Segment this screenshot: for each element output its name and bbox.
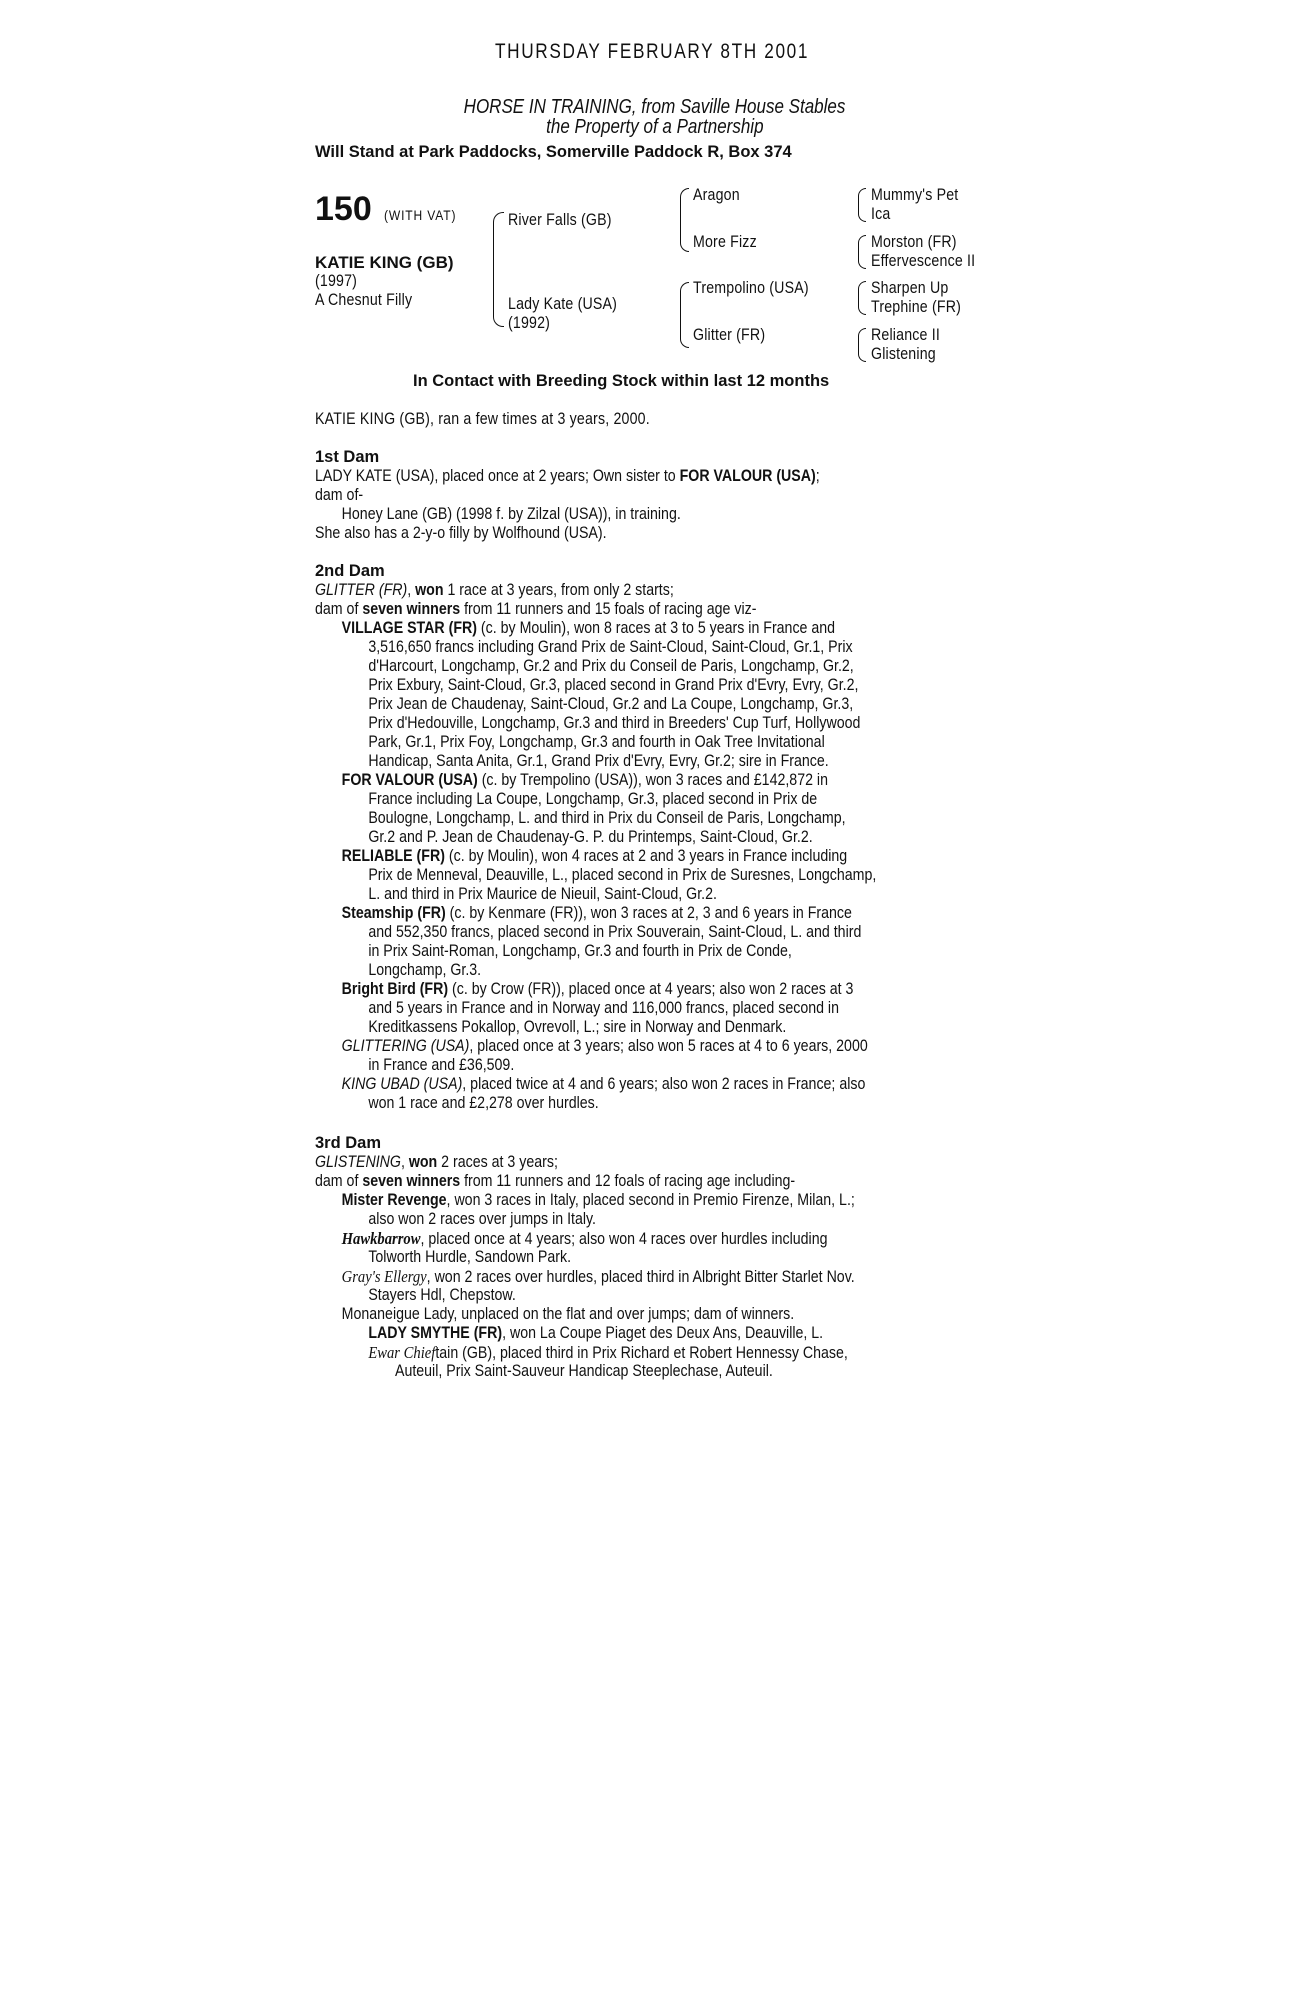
first-dam-line-1: [315, 467, 900, 486]
progeny-text: and 552,350 francs, placed second in Prix Souverain, Saint-Cloud, L. and third: [368, 923, 862, 941]
progeny-name: Hawkbarrow: [341, 1229, 421, 1248]
contact-note: In Contact with Breeding Stock within last 12 months: [413, 372, 830, 390]
third-dam-line-1: GLISTENING, won 2 races at 3 years;: [315, 1153, 558, 1171]
header-line-1-text: HORSE IN TRAINING, from Saville House Stables: [464, 96, 846, 118]
second-dam-name: GLITTER (FR): [315, 581, 408, 599]
pedigree-dam-sire: Trempolino (USA): [693, 279, 809, 297]
progeny-text: Auteuil, Prix Saint-Sauveur Handicap Steeplechase, Auteuil.: [394, 1362, 773, 1380]
horse-description: A Chesnut Filly: [315, 291, 413, 309]
progeny-name: Bright Bird (FR): [341, 980, 449, 998]
progeny-text: Boulogne, Longchamp, L. and third in Prix du Conseil de Paris, Longchamp,: [368, 809, 846, 827]
pedigree-dds: Reliance II: [871, 326, 940, 344]
first-dam-text: LADY KATE (USA), placed once at 2 years; Own sister to: [315, 467, 680, 485]
progeny-text: won 1 race and £2,278 over hurdles.: [368, 1094, 599, 1112]
progeny-name: Gray's Ellergy: [341, 1267, 427, 1286]
horse-year: (1997): [315, 272, 358, 290]
third-dam-won: won: [408, 1153, 438, 1171]
pedigree-sds: Morston (FR): [871, 233, 957, 251]
second-dam-line-1: GLITTER (FR), won 1 race at 3 years, from only 2 starts;: [315, 581, 674, 599]
first-dam-section: [315, 448, 995, 543]
progeny-text: L. and third in Prix Maurice de Nieuil, Saint-Cloud, Gr.2.: [368, 885, 717, 903]
progeny-text: (c. by Kenmare (FR)), won 3 races at 2, 3 and 6 years in France: [445, 904, 852, 922]
pedigree-dss: Sharpen Up: [871, 279, 949, 297]
third-dam-heading: 3rd Dam: [315, 1134, 382, 1152]
progeny-mister-revenge: [315, 1191, 900, 1210]
first-dam-line-2: dam of-: [315, 486, 364, 504]
third-dam-damof: dam of: [315, 1172, 363, 1190]
progeny-text: (c. by Crow (FR)), placed once at 4 years; also won 2 races at 3: [448, 980, 854, 998]
progeny-bright-bird: [315, 980, 900, 999]
pedigree-ssd: Ica: [871, 205, 891, 223]
progeny-village-star: [315, 619, 900, 638]
pedigree-ddd: Glistening: [871, 345, 936, 363]
progeny-text: Prix de Menneval, Deauville, L., placed second in Prix de Suresnes, Longchamp,: [368, 866, 877, 884]
progeny-monaneigue-lady: Monaneigue Lady, unplaced on the flat and over jumps; dam of winners.: [341, 1305, 795, 1323]
progeny-steamship: [315, 904, 900, 923]
pedigree-brace-6: [858, 281, 866, 315]
pedigree-dam-dam: Glitter (FR): [693, 326, 766, 344]
pedigree-brace-1: [493, 212, 504, 327]
progeny-text: also won 2 races over jumps in Italy.: [368, 1210, 596, 1228]
second-dam-line-2: [315, 600, 900, 619]
second-dam-winners: seven winners: [362, 600, 461, 618]
first-dam-heading: 1st Dam: [315, 448, 380, 466]
progeny-text: in France and £36,509.: [368, 1056, 515, 1074]
progeny-name: Steamship (FR): [341, 904, 446, 922]
progeny-text: , won 3 races in Italy, placed second in Premio Firenze, Milan, L.;: [446, 1191, 855, 1209]
second-dam-heading: 2nd Dam: [315, 562, 385, 580]
progeny-text: tain (GB), placed third in Prix Richard et Robert Hennessy Chase,: [435, 1344, 848, 1362]
pedigree-brace-2: [680, 188, 689, 252]
third-dam-winners: seven winners: [362, 1172, 461, 1190]
third-dam-name: GLISTENING: [315, 1153, 401, 1171]
progeny-name: KING UBAD (USA): [341, 1075, 463, 1093]
progeny-text: Stayers Hdl, Chepstow.: [368, 1286, 516, 1304]
progeny-text: (c. by Moulin), won 4 races at 2 and 3 years in France including: [444, 847, 848, 865]
pedigree-brace-3: [680, 282, 689, 348]
progeny-text: (c. by Moulin), won 8 races at 3 to 5 years in France and: [476, 619, 836, 637]
progeny-glittering: [315, 1037, 900, 1056]
progeny-text: Handicap, Santa Anita, Gr.1, Grand Prix d'Evry, Evry, Gr.2; sire in France.: [368, 752, 829, 770]
third-dam-line-2: [315, 1172, 900, 1191]
progeny-grays-ellergy: [315, 1267, 900, 1286]
second-dam-damof: dam of: [315, 600, 363, 618]
progeny-name: Ewar Chief: [368, 1343, 436, 1362]
first-dam-sibling: FOR VALOUR (USA): [679, 467, 816, 485]
horse-name: KATIE KING (GB): [315, 253, 454, 272]
progeny-text: 3,516,650 francs including Grand Prix de Saint-Cloud, Saint-Cloud, Gr.1, Prix: [368, 638, 853, 656]
progeny-king-ubad: [315, 1075, 900, 1094]
pedigree-brace-5: [858, 235, 866, 269]
pedigree-sire-dam: More Fizz: [693, 233, 757, 251]
lot-number-row: [315, 190, 468, 229]
progeny-hawkbarrow: [315, 1229, 900, 1248]
second-dam-won: won: [415, 581, 444, 599]
first-dam-line-3: Honey Lane (GB) (1998 f. by Zilzal (USA)), in training.: [341, 505, 681, 523]
first-dam-line-4: She also has a 2-y-o filly by Wolfhound (USA).: [315, 524, 607, 542]
third-dam-foals: from 11 runners and 12 foals of racing age including-: [460, 1172, 796, 1190]
pedigree-dam-year: (1992): [508, 314, 551, 332]
stand-location: Will Stand at Park Paddocks, Somerville Paddock R, Box 374: [315, 143, 792, 161]
progeny-ewar-chieftain: [315, 1343, 900, 1362]
progeny-name: RELIABLE (FR): [341, 847, 445, 865]
second-dam-section: [315, 562, 995, 1113]
progeny-text: Prix Exbury, Saint-Cloud, Gr.3, placed second in Grand Prix d'Evry, Evry, Gr.2,: [368, 676, 859, 694]
pedigree-dsd: Trephine (FR): [871, 298, 962, 316]
first-dam-punct: ;: [815, 467, 820, 485]
progeny-for-valour: [315, 771, 900, 790]
vat-note: (WITH VAT): [384, 207, 457, 223]
progeny-text: , won La Coupe Piaget des Deux Ans, Deauville, L.: [502, 1324, 824, 1342]
progeny-text: Tolworth Hurdle, Sandown Park.: [368, 1248, 572, 1266]
progeny-name: Mister Revenge: [341, 1191, 447, 1209]
progeny-text: (c. by Trempolino (USA)), won 3 races and £142,872 in: [477, 771, 828, 789]
progeny-text: Prix Jean de Chaudenay, Saint-Cloud, Gr.2 and La Coupe, Longchamp, Gr.3,: [368, 695, 854, 713]
pedigree-sire: River Falls (GB): [508, 211, 612, 229]
progeny-text: Longchamp, Gr.3.: [368, 961, 482, 979]
pedigree-sdd: Effervescence II: [871, 252, 976, 270]
progeny-text: in Prix Saint-Roman, Longchamp, Gr.3 and fourth in Prix de Conde,: [368, 942, 792, 960]
progeny-name: FOR VALOUR (USA): [341, 771, 478, 789]
progeny-text: Gr.2 and P. Jean de Chaudenay-G. P. du Printemps, Saint-Cloud, Gr.2.: [368, 828, 813, 846]
pedigree-brace-4: [858, 188, 866, 222]
progeny-reliable: [315, 847, 900, 866]
second-dam-record: 1 race at 3 years, from only 2 starts;: [443, 581, 674, 599]
third-dam-record: 2 races at 3 years;: [437, 1153, 558, 1171]
progeny-text: , placed once at 4 years; also won 4 races over hurdles including: [420, 1230, 828, 1248]
progeny-text: France including La Coupe, Longchamp, Gr.3, placed second in Prix de: [368, 790, 818, 808]
pedigree-brace-7: [858, 328, 866, 362]
progeny-name: LADY SMYTHE (FR): [368, 1324, 503, 1342]
sale-date: THURSDAY FEBRUARY 8TH 2001: [495, 40, 810, 63]
header-line-2-text: the Property of a Partnership: [546, 116, 764, 138]
progeny-text: , placed once at 3 years; also won 5 races at 4 to 6 years, 2000: [469, 1037, 868, 1055]
progeny-text: , won 2 races over hurdles, placed third in Albright Bitter Starlet Nov.: [426, 1268, 855, 1286]
progeny-text: , placed twice at 4 and 6 years; also won 2 races in France; also: [462, 1075, 866, 1093]
progeny-text: Prix d'Hedouville, Longchamp, Gr.3 and third in Breeders' Cup Turf, Hollywood: [368, 714, 861, 732]
progeny-name: GLITTERING (USA): [341, 1037, 470, 1055]
pedigree-dam: Lady Kate (USA): [508, 295, 618, 313]
horse-intro: KATIE KING (GB), ran a few times at 3 years, 2000.: [315, 410, 650, 428]
pedigree-sss: Mummy's Pet: [871, 186, 959, 204]
progeny-text: and 5 years in France and in Norway and 116,000 francs, placed second in: [368, 999, 839, 1017]
progeny-name: VILLAGE STAR (FR): [341, 619, 477, 637]
progeny-text: Park, Gr.1, Prix Foy, Longchamp, Gr.3 and fourth in Oak Tree Invitational: [368, 733, 825, 751]
pedigree-sire-sire: Aragon: [693, 186, 740, 204]
header-line-2: [315, 116, 995, 139]
progeny-text: Kreditkassens Pokallop, Ovrevoll, L.; sire in Norway and Denmark.: [368, 1018, 787, 1036]
lot-number: 150: [315, 190, 372, 228]
third-dam-section: [315, 1134, 995, 1381]
progeny-lady-smythe: [315, 1324, 900, 1343]
second-dam-foals: from 11 runners and 15 foals of racing age viz-: [460, 600, 757, 618]
progeny-text: d'Harcourt, Longchamp, Gr.2 and Prix du Conseil de Paris, Longchamp, Gr.2,: [368, 657, 854, 675]
